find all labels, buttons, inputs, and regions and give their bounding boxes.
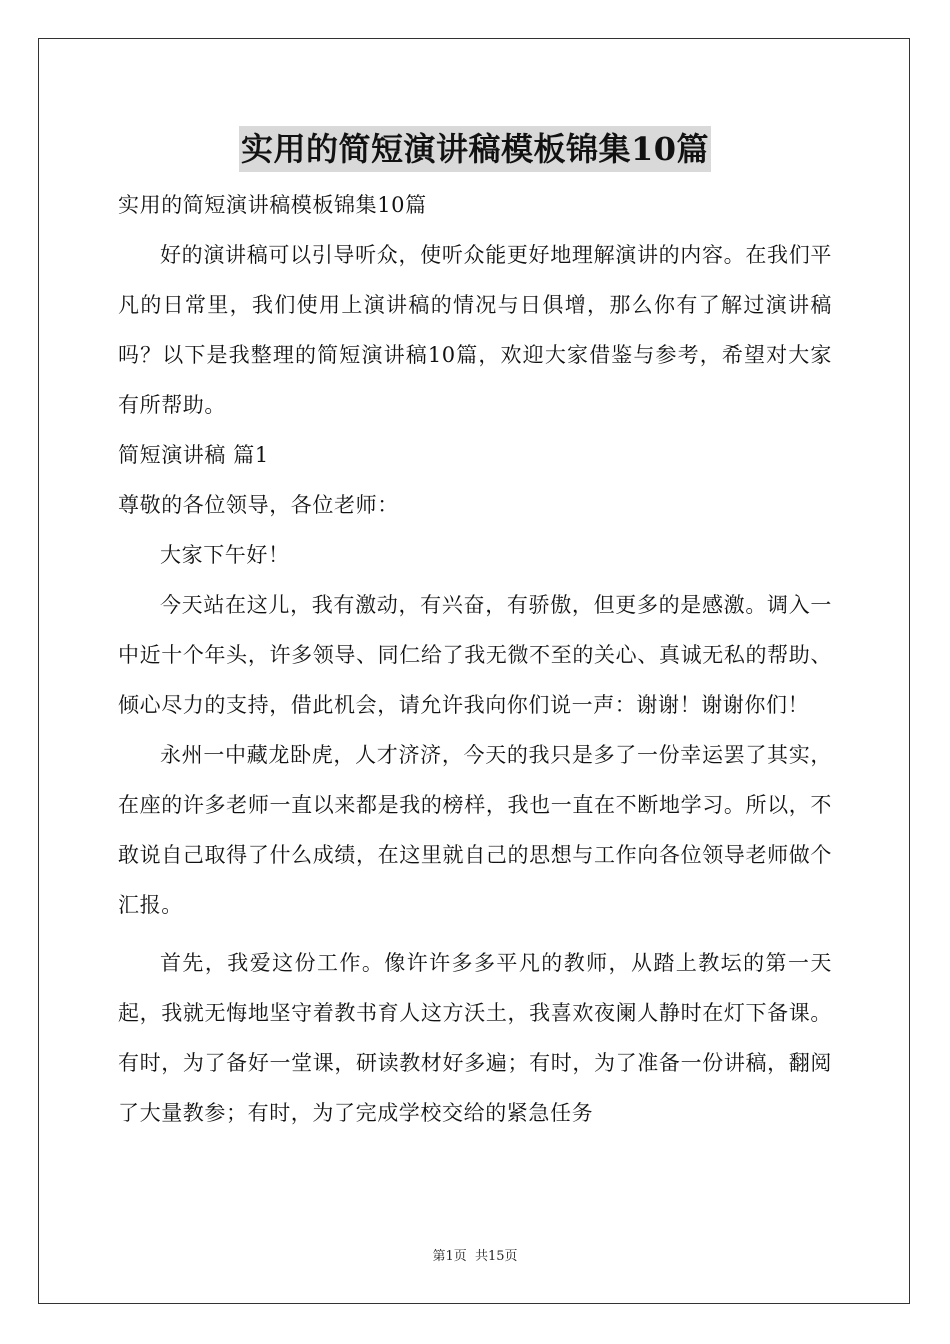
paragraph-humility: 永州一中藏龙卧虎，人才济济，今天的我只是多了一份幸运罢了其实，在座的许多老师一直以来都是我的榜样，我也一直在不断地学习。所以，不敢说自己取得了什么成绩，在这里就自己的思想与工作向各位领导老师做个汇报。	[118, 743, 832, 917]
paragraph-work: 首先，我爱这份工作。像许许多多平凡的教师，从踏上教坛的第一天起，我就无悔地坚守着教书育人这方沃土，我喜欢夜阑人静时在灯下备课。有时，为了备好一堂课，研读教材好多遍；有时，为了准备一份讲稿，翻阅了大量教参；有时，为了完成学校交给的紧急任务	[118, 951, 832, 1125]
document-subtitle: 实用的简短演讲稿模板锦集10篇	[118, 193, 427, 217]
page-footer	[0, 1245, 950, 1264]
section-heading: 简短演讲稿 篇1	[118, 443, 269, 467]
greeting: 大家下午好！	[160, 543, 290, 567]
title-container	[0, 126, 950, 172]
paragraph-gratitude: 今天站在这儿，我有激动，有兴奋，有骄傲，但更多的是感激。调入一中近十个年头，许多领导、同仁给了我无微不至的关心、真诚无私的帮助、倾心尽力的支持，借此机会，请允许我向你们说一声：谢谢！谢谢你们！	[118, 593, 832, 717]
document-body	[118, 180, 832, 1138]
page-total: 共15页	[474, 1249, 518, 1264]
page-number: 第1页	[432, 1249, 467, 1264]
salutation: 尊敬的各位领导，各位老师：	[118, 493, 399, 517]
paragraph-intro: 好的演讲稿可以引导听众，使听众能更好地理解演讲的内容。在我们平凡的日常里，我们使用上演讲稿的情况与日俱增，那么你有了解过演讲稿吗？以下是我整理的简短演讲稿10篇，欢迎大家借鉴与参考，希望对大家有所帮助。	[118, 243, 832, 417]
document-title: 实用的简短演讲稿模板锦集10篇	[239, 126, 711, 172]
